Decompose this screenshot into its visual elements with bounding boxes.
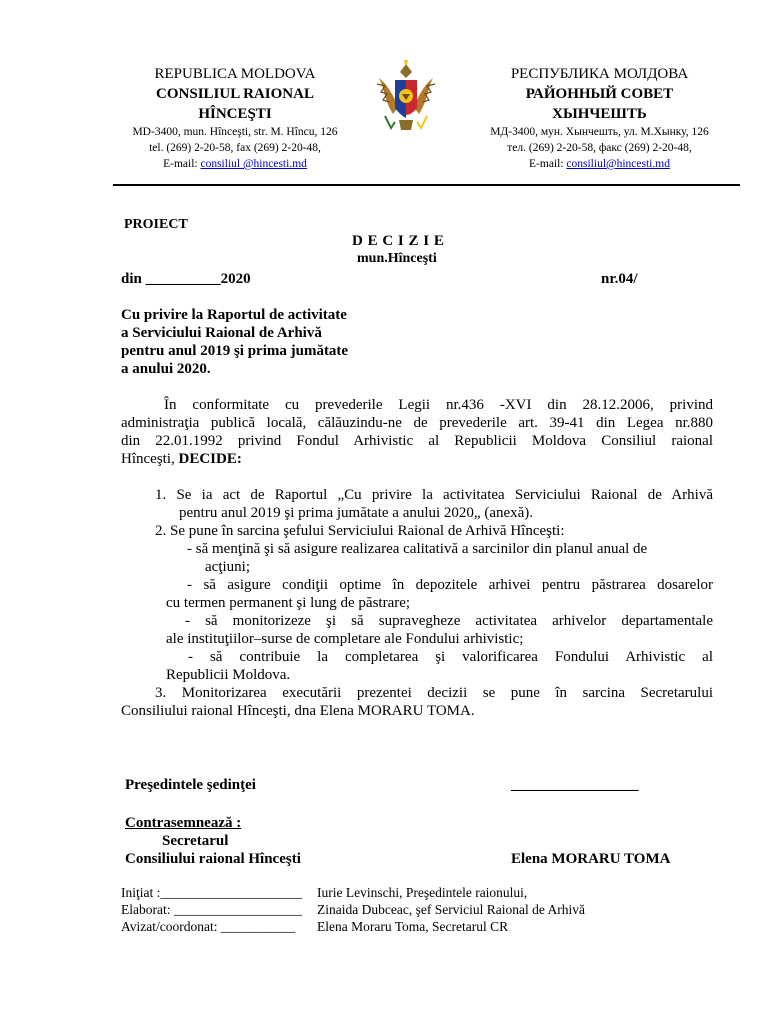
- header-right-council: РАЙОННЫЙ СОВЕТ: [525, 86, 674, 102]
- decision-subject: [121, 306, 421, 378]
- sub-item-2: - să asigure condiţii optime în depozitele arhivei pentru păstrarea dosarelor: [187, 577, 713, 593]
- footer-label: Iniţiat :_____________________: [121, 885, 303, 900]
- header-right-email-line: [462, 156, 737, 172]
- footer-row: [121, 901, 721, 918]
- secretary-name: Elena MORARU TOMA: [511, 851, 671, 867]
- decision-number: nr.04/: [601, 271, 638, 287]
- president-signature-line: _________________: [511, 777, 639, 793]
- sub-item-4: - să contribuie la completarea şi valorificarea Fondului Arhivistic al: [188, 649, 713, 665]
- footer-value: Zinaida Dubceac, şef Serviciul Raional de Arhivă: [317, 902, 586, 917]
- item-2-line: 2. Se pune în sarcina şefului Serviciului Raional de Arhivă Hînceşti:: [155, 523, 565, 539]
- preamble-line: administraţia publică locală, călăuzindu-ne de prevederile art. 39-41 din Legea nr.880: [121, 415, 713, 431]
- item-3-cont: Consiliului raional Hînceşti, dna Elena MORARU TOMA.: [121, 703, 475, 719]
- footer-value: Elena Moraru Toma, Secretarul CR: [317, 919, 509, 934]
- header-left-country: REPUBLICA MOLDOVA: [154, 66, 316, 82]
- email-label: E-mail:: [163, 158, 201, 170]
- header-left-city: HÎNCEŞTI: [198, 106, 272, 122]
- subject-line: pentru anul 2019 şi prima jumătate: [121, 343, 349, 359]
- item-1-line: pentru anul 2019 şi prima jumătate a anului 2020„ (anexă).: [179, 505, 534, 521]
- footer-approvals: [121, 884, 721, 935]
- footer-label: Elaborat: ___________________: [121, 902, 303, 917]
- preamble-line: În conformitate cu prevederile Legii nr.436 -XVI din 28.12.2006, privind: [164, 397, 713, 413]
- proiect-label: PROIECT: [124, 217, 188, 232]
- decision-title: D E C I Z I E: [352, 233, 445, 249]
- preamble: [121, 396, 713, 468]
- header-divider: [113, 184, 740, 186]
- header-left-council: CONSILIUL RAIONAL: [156, 86, 314, 102]
- header-right-city: ХЫНЧЕШТЬ: [552, 106, 647, 122]
- decision-items: [121, 486, 713, 720]
- sub-item-1-cont: acţiuni;: [205, 559, 250, 575]
- decide-keyword: DECIDE:: [178, 451, 242, 467]
- footer-row: [121, 918, 721, 935]
- council-label: Consiliului raional Hînceşti: [125, 851, 301, 867]
- decision-place: mun.Hînceşti: [357, 251, 437, 266]
- footer-label: Avizat/coordonat: ___________: [121, 919, 296, 934]
- sub-item-2-cont: cu termen permanent şi lung de păstrare;: [166, 595, 411, 611]
- president-label: Preşedintele şedinţei: [125, 777, 256, 793]
- sub-item-3: - să monitorizeze şi să supravegheze activitatea arhivelor departamentale: [185, 613, 713, 629]
- sub-item-1: - să menţină şi să asigure realizarea calitativă a sarcinilor din planul anual de: [187, 541, 648, 557]
- coat-of-arms-icon: [373, 58, 439, 138]
- header-left-email-line: [100, 156, 370, 172]
- subject-line: a anului 2020.: [121, 361, 211, 377]
- item-3-line: 3. Monitorizarea executării prezentei decizii se pune în sarcina Secretarului: [155, 685, 713, 701]
- preamble-city: Hînceşti,: [121, 451, 179, 467]
- header-right-phone: тел. (269) 2-20-58, факс (269) 2-20-48,: [507, 142, 692, 154]
- secretary-label: Secretarul: [162, 833, 229, 849]
- header-right-address: МД-3400, мун. Хынчешть, ул. М.Хынку, 126: [490, 126, 709, 138]
- header-left: [100, 64, 370, 172]
- subject-line: a Serviciului Raional de Arhivă: [121, 325, 322, 341]
- header-left-phone: tel. (269) 2-20-58, fax (269) 2-20-48,: [149, 142, 321, 154]
- decision-date: din __________2020: [121, 271, 251, 287]
- countersign-label: Contrasemnează :: [125, 815, 242, 831]
- header-left-address: MD-3400, mun. Hînceşti, str. M. Hîncu, 126: [132, 126, 338, 138]
- email-link-right[interactable]: consiliul@hincesti.md: [566, 158, 670, 170]
- email-label: E-mail:: [529, 158, 567, 170]
- header-right: [462, 64, 737, 172]
- item-1-line: 1. Se ia act de Raportul „Cu privire la activitatea Serviciului Raional de Arhivă: [155, 487, 713, 503]
- header-right-country: РЕСПУБЛИКА МОЛДОВА: [510, 66, 689, 82]
- footer-row: [121, 884, 721, 901]
- sub-item-4-cont: Republicii Moldova.: [166, 667, 291, 683]
- footer-value: Iurie Levinschi, Preşedintele raionului,: [317, 885, 528, 900]
- preamble-end: [121, 450, 713, 468]
- subject-line: Cu privire la Raportul de activitate: [121, 307, 347, 323]
- email-link-left[interactable]: consiliul @hincesti.md: [200, 158, 307, 170]
- preamble-line: din 22.01.1992 privind Fondul Arhivistic al Republicii Moldova Consiliul raional: [121, 433, 713, 449]
- sub-item-3-cont: ale instituţiilor–surse de completare ale Fondului arhivistic;: [166, 631, 524, 647]
